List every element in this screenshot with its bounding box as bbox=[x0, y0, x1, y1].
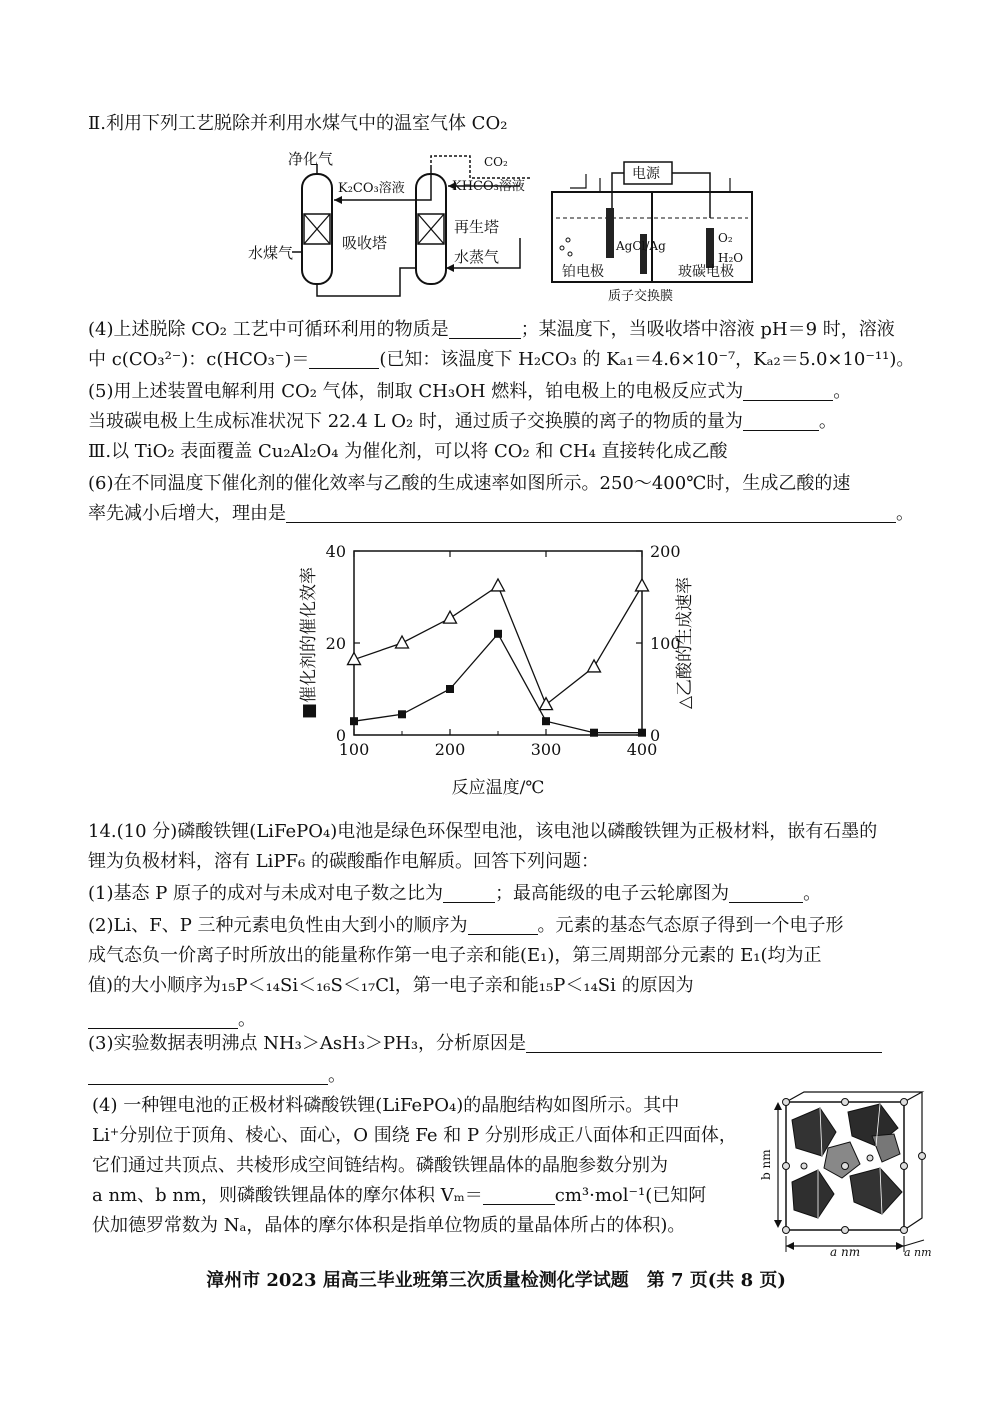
q14-4-line2: Li⁺分别位于顶角、棱心、面心，O 围绕 Fe 和 P 分别形成正八面体和正四面体， bbox=[92, 1125, 737, 1146]
q14-2-text-a: (2)Li、F、P 三种元素电负性由大到小的顺序为 bbox=[88, 915, 468, 936]
q14-3-line2: 。 bbox=[88, 1064, 346, 1088]
q14-2-line1 bbox=[88, 914, 844, 938]
efficiency-point bbox=[590, 729, 598, 737]
purified-gas-label: 净化气 bbox=[288, 150, 334, 168]
y-left-tick-label: 20 bbox=[325, 634, 346, 653]
q14-1-text-b: ；最高能级的电子云轮廓图为 bbox=[495, 883, 730, 904]
section-3-title: Ⅲ.以 TiO₂ 表面覆盖 Cu₂Al₂O₄ 为催化剂，可以将 CO₂ 和 CH₄ 直接转化成乙酸 bbox=[88, 441, 728, 462]
y-left-tick-label: 0 bbox=[335, 726, 346, 745]
crystal-cell-figure bbox=[752, 1090, 932, 1260]
q14-3-text: (3)实验数据表明沸点 NH₃＞AsH₃＞PH₃，分析原因是 bbox=[88, 1033, 527, 1054]
q6-blank[interactable] bbox=[286, 504, 896, 523]
q4-blank-2[interactable] bbox=[309, 350, 379, 369]
efficiency-point bbox=[350, 717, 358, 725]
q5-text-b: 当玻碳电极上生成标准状况下 22.4 L O₂ 时，通过质子交换膜的离子的物质的量为 bbox=[88, 411, 743, 432]
x-tick-label: 400 bbox=[626, 740, 658, 759]
rate-point bbox=[492, 579, 505, 591]
q14-2-line2: 成气态负一价离子时所放出的能量称作第一电子亲和能(E₁)，第三周期部分元素的 E₁(均为正 bbox=[88, 945, 822, 966]
steam-label: 水蒸气 bbox=[454, 248, 500, 266]
rate-point bbox=[396, 636, 409, 648]
q4-text-b: ；某温度下，当吸收塔中溶液 pH＝9 时，溶液 bbox=[520, 319, 895, 340]
process-diagram bbox=[240, 148, 760, 308]
membrane-label: 质子交换膜 bbox=[608, 289, 674, 304]
y-right-tick-label: 200 bbox=[650, 542, 681, 561]
y-right-tick-label: 0 bbox=[650, 726, 661, 745]
efficiency-point bbox=[638, 729, 646, 737]
q14-4-blank[interactable] bbox=[483, 1186, 555, 1205]
khco3-label: KHCO₃溶液 bbox=[452, 179, 525, 194]
q14-1-blank-1[interactable] bbox=[443, 884, 495, 903]
page-footer: 漳州市 2023 届高三毕业班第三次质量检测化学试题 第 7 页(共 8 页) bbox=[206, 1270, 786, 1291]
y-left-axis-label: ■催化剂的催化效率 bbox=[299, 566, 319, 720]
q14-4-line1: (4) 一种锂电池的正极材料磷酸铁锂(LiFePO₄)的晶胞结构如图所示。其中 bbox=[92, 1095, 680, 1116]
x-tick-label: 200 bbox=[434, 740, 466, 759]
q4-blank-1[interactable] bbox=[449, 320, 521, 339]
section-2-title: Ⅱ.利用下列工艺脱除并利用水煤气中的温室气体 CO₂ bbox=[88, 113, 508, 134]
a-nm-label: a nm bbox=[830, 1245, 861, 1259]
rate-point bbox=[636, 579, 649, 591]
q14-2-line3: 值)的大小顺序为₁₅P＜₁₄Si＜₁₆S＜₁₇Cl，第一电子亲和能₁₅P＜₁₄Si 的原因为 bbox=[88, 975, 694, 996]
agcl-ag-label: AgCl/Ag bbox=[616, 239, 666, 253]
q14-2-line4: 。 bbox=[88, 1008, 256, 1032]
q14-1-text-a: (1)基态 P 原子的成对与未成对电子数之比为 bbox=[88, 883, 444, 904]
x-axis-label: 反应温度/℃ bbox=[451, 778, 545, 798]
q14-3-blank-2[interactable] bbox=[88, 1066, 328, 1085]
q6-line2: 率先减小后增大，理由是 。 bbox=[88, 503, 914, 524]
q4-text-c: 中 c(CO₃²⁻)：c(HCO₃⁻)＝ bbox=[88, 349, 310, 370]
q4-line1 bbox=[88, 318, 895, 342]
rate-point bbox=[588, 660, 601, 672]
q14-2-text-b: 。元素的基态气态原子得到一个电子形 bbox=[537, 915, 844, 936]
q14-2-blank-1[interactable] bbox=[468, 916, 538, 935]
catalyst-chart bbox=[290, 535, 730, 805]
pt-electrode-label: 铂电极 bbox=[562, 264, 604, 280]
efficiency-point bbox=[446, 685, 454, 693]
rate-point bbox=[540, 698, 553, 710]
q5-text-a: (5)用上述装置电解利用 CO₂ 气体，制取 CH₃OH 燃料，铂电极上的电极反应式为 bbox=[88, 381, 744, 402]
h2o-label: H₂O bbox=[718, 251, 744, 265]
q14-4-text-b: cm³·mol⁻¹(已知阿 bbox=[554, 1185, 707, 1206]
y-right-tick-label: 100 bbox=[650, 634, 681, 653]
q14-4-line3: 它们通过共顶点、共棱形成空间链结构。磷酸铁锂晶体的晶胞参数分别为 bbox=[92, 1155, 668, 1176]
co2-in-label: CO₂ bbox=[484, 155, 508, 169]
y-left-tick-label: 40 bbox=[325, 542, 346, 561]
o2-label: O₂ bbox=[718, 231, 733, 245]
q14-4-line5: 伏加德罗常数为 Nₐ，晶体的摩尔体积是指单位物质的量晶体所占的体积)。 bbox=[92, 1215, 686, 1236]
power-label: 电源 bbox=[632, 166, 660, 182]
q4-line2 bbox=[88, 348, 914, 372]
a-nm-label-2: a nm bbox=[904, 1246, 932, 1259]
q14-2-blank-2[interactable] bbox=[88, 1010, 238, 1029]
x-tick-label: 300 bbox=[530, 740, 562, 759]
q14-3-blank[interactable] bbox=[526, 1034, 882, 1053]
q5-blank-1[interactable] bbox=[743, 382, 833, 401]
water-gas-label: 水煤气 bbox=[248, 244, 294, 262]
y-right-axis-label: △乙酸的生成速率 bbox=[675, 576, 695, 710]
glassy-carbon-label: 玻碳电极 bbox=[678, 264, 734, 280]
q14-4-text-a: a nm、b nm，则磷酸铁锂晶体的摩尔体积 Vₘ＝ bbox=[92, 1185, 483, 1206]
q4-text-a: (4)上述脱除 CO₂ 工艺中可循环利用的物质是 bbox=[88, 319, 449, 340]
q6-line1: (6)在不同温度下催化剂的催化效率与乙酸的生成速率如图所示。250～400℃时，生成乙酸的速 bbox=[88, 473, 851, 494]
q5-line2: 当玻碳电极上生成标准状况下 22.4 L O₂ 时，通过质子交换膜的离子的物质的量为 。 bbox=[88, 411, 837, 432]
q5-blank-2[interactable] bbox=[743, 412, 819, 431]
k2co3-label: K₂CO₃溶液 bbox=[338, 181, 405, 196]
q6-text: 率先减小后增大，理由是 bbox=[88, 503, 286, 524]
q5-line1: (5)用上述装置电解利用 CO₂ 气体，制取 CH₃OH 燃料，铂电极上的电极反应式为 。 bbox=[88, 381, 852, 402]
x-tick-label: 100 bbox=[338, 740, 370, 759]
q14-line1: 14.(10 分)磷酸铁锂(LiFePO₄)电池是绿色环保型电池，该电池以磷酸铁锂为正极材料，嵌有石墨的 bbox=[88, 821, 878, 842]
efficiency-point bbox=[398, 710, 406, 718]
q14-1-blank-2[interactable] bbox=[729, 884, 803, 903]
q14-3-line1 bbox=[88, 1032, 882, 1056]
efficiency-point bbox=[542, 717, 550, 725]
q4-text-d: (已知：该温度下 H₂CO₃ 的 Kₐ₁＝4.6×10⁻⁷，Kₐ₂＝5.0×10⁻¹¹)。 bbox=[379, 349, 915, 370]
rate-point bbox=[444, 611, 457, 623]
efficiency-point bbox=[494, 630, 502, 638]
absorber-label: 吸收塔 bbox=[342, 234, 388, 252]
q14-4-line4 bbox=[92, 1184, 706, 1208]
b-nm-label: b nm bbox=[759, 1149, 773, 1180]
regenerator-label: 再生塔 bbox=[454, 218, 500, 236]
q14-1: (1)基态 P 原子的成对与未成对电子数之比为 ；最高能级的电子云轮廓图为 。 bbox=[88, 883, 822, 904]
q14-line2: 锂为负极材料，溶有 LiPF₆ 的碳酸酯作电解质。回答下列问题： bbox=[88, 851, 599, 872]
